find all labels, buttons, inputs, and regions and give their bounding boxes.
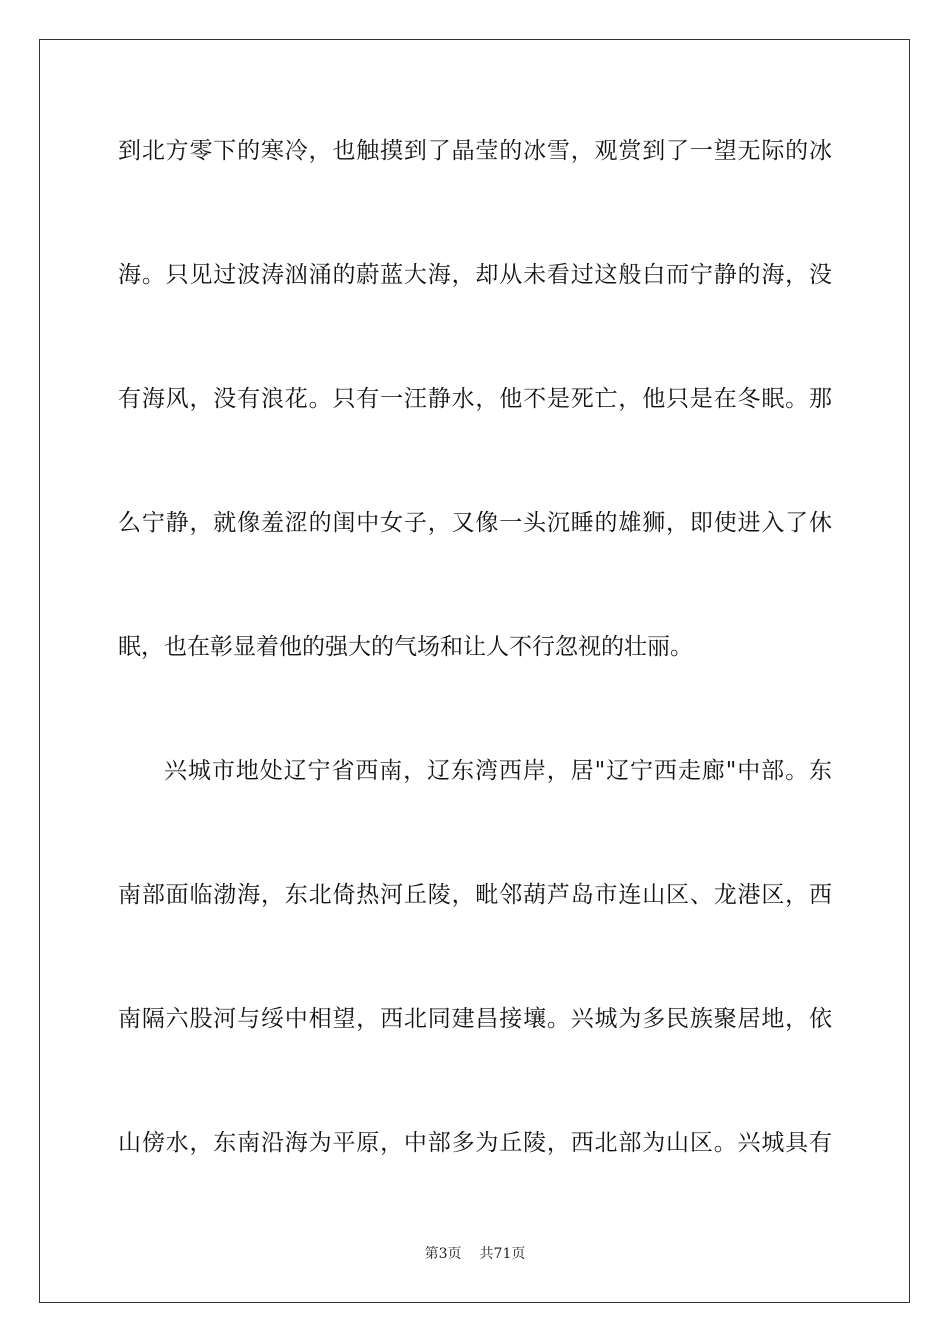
page-frame (39, 39, 910, 1303)
text-line-2: 海。只见过波涛汹涌的蔚蓝大海，却从未看过这般白而宁静的海，没 (118, 262, 832, 288)
text-line-3: 有海风，没有浪花。只有一汪静水，他不是死亡，他只是在冬眠。那 (118, 386, 832, 412)
text-line-4: 么宁静，就像羞涩的闺中女子，又像一头沉睡的雄狮，即使进入了休 (118, 510, 832, 536)
text-line-5: 眠，也在彰显着他的强大的气场和让人不行忽视的壮丽。 (118, 634, 693, 660)
page-footer (0, 1244, 950, 1264)
text-line-9: 山傍水，东南沿海为平原，中部多为丘陵，西北部为山区。兴城具有 (118, 1130, 832, 1156)
page-number-current: 第3页 (424, 1246, 462, 1262)
text-line-8: 南隔六股河与绥中相望，西北同建昌接壤。兴城为多民族聚居地，依 (118, 1006, 832, 1032)
text-line-6: 兴城市地处辽宁省西南，辽东湾西岸，居"辽宁西走廊"中部。东 (164, 758, 832, 784)
text-line-7: 南部面临渤海，东北倚热河丘陵，毗邻葫芦岛市连山区、龙港区，西 (118, 882, 832, 908)
text-line-1: 到北方零下的寒冷，也触摸到了晶莹的冰雪，观赏到了一望无际的冰 (118, 138, 832, 164)
page-number-total: 共71页 (479, 1246, 526, 1262)
